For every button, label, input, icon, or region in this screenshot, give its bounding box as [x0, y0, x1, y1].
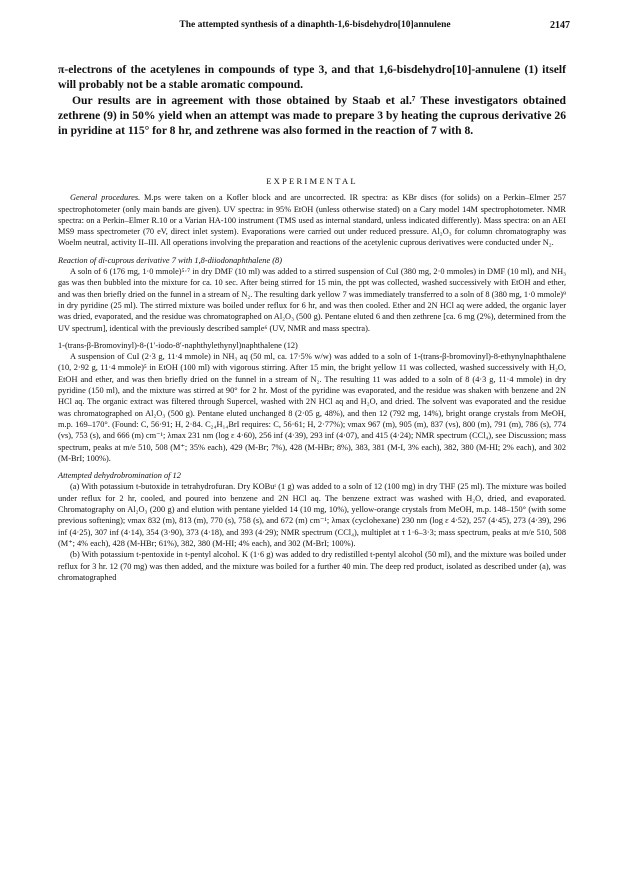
page-number: 2147: [550, 20, 570, 31]
dehydrobromination-part-a: (a) With potassium t-butoxide in tetrahydrofuran. Dry KOBuᵗ (1 g) was added to a soln of 12 (100 mg) in dry THF (25 ml). The mixture was boiled under reflux for 2 hr, cooled, and poured into benzene and 2N HCl aq. The benzene extract was washed with H₂O, dried, and evaporated. Chromatography on Al₂O₃ (200 g) and elution with pentane yielded 14 (10 mg, 10%), yellow-orange crystals from MeOH, m.p. 148–150° (with some previous softening); νmax 832 (m), 813 (m), 770 (s), 758 (s), and 672 (m) cm⁻¹; λmax (cyclohexane) 230 nm (log ε 4·52), 257 (4·45), 273 (4·39), 296 inf (4·25), 307 inf (4·14), 354 (3·90), 373 (4·18), and 393 (4·29); NMR spectrum (CCl₄), multiplet at τ 1·6–3·3; mass spectrum, peaks at m/e 510, 508 (M⁺; 4% each), 428 (M-HBr; 61%), 382, 380 (M-HI; 4% each), and 302 (M-BrI; 100%).: [58, 482, 566, 548]
intro-paragraph-1: π-electrons of the acetylenes in compounds of type 3, and that 1,6-bisdehydro[10]-annulene (1) itself will probably not be a stable aromatic compound.: [58, 63, 566, 92]
discussion-conclusion: [58, 62, 566, 138]
compound-12-heading: 1-(trans-β-Bromovinyl)-8-(1′-iodo-8′-naphthylethynyl)naphthalene (12): [58, 340, 298, 350]
general-procedures-text: M.ps were taken on a Kofler block and are uncorrected. IR spectra: as KBr discs (for solids) on a Perkin–Elmer 257 spectrophotometer (only main bands are given). UV spectra: in 95% EtOH (unless otherwise stated) on a Cary model 14M spectrophotometer. NMR spectra: on a Perkin–Elmer R.10 or a Varian HA-100 instrument (TMS used as internal standard, unless indicated differently). Mass spectra: on an AEI MS9 mass spectrometer (70 eV, direct inlet system). Evaporations were carried out under reduced pressure. Al₂O₃ for column chromatography was Woelm neutral, activity II–III. All operations involving the preparation and reactions of the acetylenic cuprous derivatives were conducted under N₂.: [58, 193, 566, 248]
dehydrobromination-heading: Attempted dehydrobromination of 12: [58, 471, 181, 481]
section-heading: EXPERIMENTAL: [266, 176, 358, 186]
dehydrobromination-part-b: (b) With potassium t-pentoxide in t-pentyl alcohol. K (1·6 g) was added to dry redistilled t-pentyl alcohol (50 ml), and the mixture was boiled under reflux for 3 hr. 12 (70 mg) was then added, and the mixture was boiled for a further 40 min. The deep red product, isolated as described under (a), was chromatographed: [58, 550, 566, 582]
intro-paragraph-2: Our results are in agreement with those obtained by Staab et al.⁷ These investigators obtained zethrene (9) in 50% yield when an attempt was made to prepare 3 by heating the cuprous derivative 26 in pyridine at 115° for 8 hr, and zethrene was also formed in the reaction of 7 with 8.: [58, 93, 566, 138]
reaction-heading: Reaction of di-cuprous derivative 7 with 1,8-diiodonaphthalene (8): [58, 255, 283, 265]
compound-12-paragraph: A suspension of CuI (2·3 g, 11·4 mmole) in NH₃ aq (50 ml, ca. 17·5% w/w) was added to a soln of 1-(trans-β-bromovinyl)-8-ethynylnaphthalene (10, 2·92 g, 11·4 mmole)⁵ in EtOH (100 ml) with vigorous stirring. After 15 min, the bright yellow 11 was collected, washed successively with H₂O, EtOH and ether, and was then briefly dried on the funnel in a stream of N₂. The resulting 11 was added to a soln of 8 (4·3 g, 11·4 mmole) in dry pyridine (150 ml), and the mixture was stirred at 90° for 2 hr. Most of the pyridine was evaporated, and the residue was shaken with benzene and 2N HCl aq. The organic extract was filtered through Supercel, washed with 2N HCl aq and H₂O, and dried. The solvent was evaporated and the residue was chromatographed on Al₂O₃ (500 g). Pentane eluted unchanged 8 (2·05 g, 48%), and then 12 (792 mg, 14%), bright orange crystals from MeOH, m.p. 169–170°. (Found: C, 56·91; H, 2·84. C₂₄H₁₄BrI requires: C, 56·61; H, 2·77%); νmax 967 (m), 905 (m), 837 (vs), 800 (m), 791 (m), 786 (s), 774 (vs), 753 (s), and 666 (m) cm⁻¹; λmax 231 nm (log ε 4·60), 256 inf (4·39), 293 inf (4·07), and 415 (4·24); NMR spectrum (CCl₄), see Discussion; mass spectrum, peaks at m/e 510, 508 (M⁺; 35% each), 429 (M-Br; 7%), 428 (M-HBr; 8%), 383, 381 (M-I, 3% each), 382, 380 (M-HI; 2% each), and 302 (M-BrI; 100%).: [58, 352, 566, 463]
running-title: The attempted synthesis of a dinaphth-1,6-bisdehydro[10]annulene: [179, 20, 451, 30]
general-procedures-label: General procedures.: [70, 193, 141, 203]
general-procedures-paragraph: [58, 192, 566, 248]
running-header: [60, 20, 570, 34]
experimental-section: [58, 176, 566, 583]
reaction-paragraph: A soln of 6 (176 mg, 1·0 mmole)⁵·⁷ in dry DMF (10 ml) was added to a stirred suspension of CuI (380 mg, 2·0 mmoles) in DMF (10 ml), and NH₃ gas was then bubbled into the mixture for ca. 10 sec. After being stirred for 15 min, the ppt was collected, washed successively with EtOH and ether, and was then briefly dried on the funnel in a stream of N₂. The resulting dark yellow 7 was immediately transferred to a soln of 8 (380 mg, 1·0 mmole)⁹ in dry pyridine (25 ml). The stirred mixture was boiled under reflux for 6 hr, and was then cooled. Ether and 2N HCl aq were added, the organic layer was dried, evaporated, and the residue was chromatographed on Al₂O₃ (500 g). Pentane eluted 6 and then zethrene [ca. 6 mg (2%), determined from the UV spectrum], identical with the previously described sample⁶ (UV, NMR and mass spectra).: [58, 267, 566, 333]
